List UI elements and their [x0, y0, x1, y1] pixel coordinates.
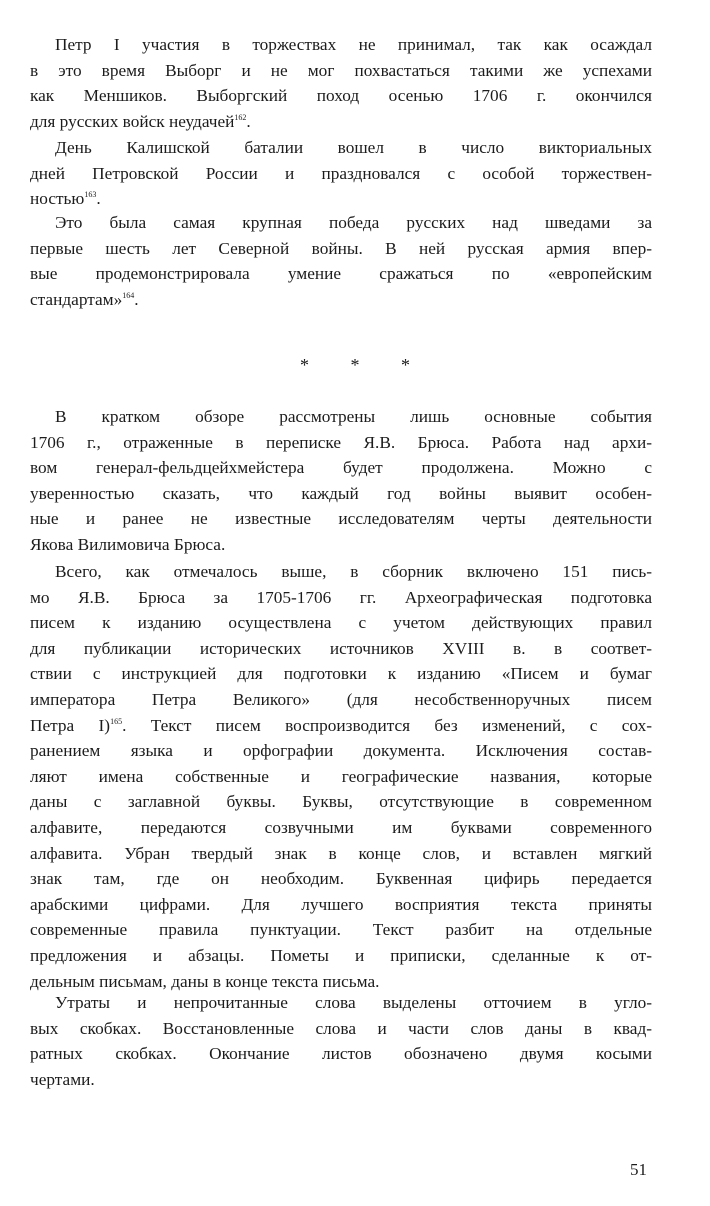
text-fragment: стандартам» — [30, 289, 123, 309]
text-line: в это время Выборг и не мог похвастаться такими же успехами — [30, 60, 652, 80]
text-line: чертами. — [30, 1069, 95, 1089]
text-line: для публикации исторических источников XVIII в. в соответ- — [30, 638, 652, 658]
punctuation: . — [246, 111, 251, 131]
text-line: алфавита. Убран твердый знак в конце слов, и вставлен мягкий — [30, 843, 652, 863]
text-line: писем к изданию осуществлена с учетом действующих правил — [30, 613, 652, 633]
text-line: Это была самая крупная победа русских над шведами за — [55, 213, 652, 232]
footnote-ref: 165 — [110, 716, 123, 726]
paragraph-archaeographic-preparation — [30, 559, 652, 994]
footnote-ref: 164 — [122, 290, 135, 300]
text-line — [30, 186, 652, 212]
punctuation: . — [134, 289, 139, 309]
section-separator — [300, 355, 410, 376]
text-fragment: . Текст писем воспроизводится без изменений, с сох- — [122, 715, 652, 735]
text-line: знак там, где он необходим. Буквенная цифирь передается — [30, 869, 652, 889]
text-line: Якова Вилимовича Брюса. — [30, 534, 226, 554]
text-line: вом генерал-фельдцейхмейстера будет продолжена. Можно с — [30, 458, 652, 478]
text-line: ранением языка и орфографии документа. Исключения состав- — [30, 741, 652, 761]
footnote-ref: 163 — [84, 190, 97, 200]
paragraph-largest-victory — [30, 210, 652, 312]
text-line — [30, 287, 652, 313]
footnote-ref: 162 — [234, 112, 247, 122]
asterisk: * — [350, 355, 360, 375]
paragraph-overview — [30, 404, 652, 558]
text-line — [30, 109, 652, 135]
text-line: Петр I участия в торжествах не принимал, так как осаждал — [55, 35, 652, 54]
text-line: уверенностью сказать, что каждый год войны выявит особен- — [30, 483, 652, 503]
text-line: дней Петровской России и праздновался с особой торжествен- — [30, 163, 652, 183]
paragraph-kalisz-battle — [30, 135, 652, 212]
text-line — [30, 713, 652, 739]
asterisk: * — [300, 355, 309, 375]
text-line: ные и ранее не известные исследователям черты деятельности — [30, 509, 652, 529]
text-line: предложения и абзацы. Пометы и приписки, сделанные к от- — [30, 945, 652, 965]
paragraph-losses-notation — [30, 990, 652, 1092]
asterisk: * — [401, 355, 410, 375]
text-line: Утраты и непрочитанные слова выделены отточием в угло- — [55, 993, 652, 1012]
text-line: 1706 г., отраженные в переписке Я.В. Брюса. Работа над архи- — [30, 432, 652, 452]
text-line: вые продемонстрировала умение сражаться по «европейским — [30, 264, 652, 284]
text-fragment: ностью — [30, 189, 85, 209]
page-number: 51 — [630, 1160, 647, 1179]
text-line: как Меншиков. Выборгский поход осенью 1706 г. окончился — [30, 86, 652, 106]
text-line: первые шесть лет Северной войны. В ней русская армия впер- — [30, 238, 652, 258]
text-line: День Калишской баталии вошел в число викториальных — [55, 138, 652, 157]
text-fragment: для русских войск неудачей — [30, 111, 235, 131]
text-line: ствии с инструкцией для подготовки к изданию «Писем и бумаг — [30, 664, 652, 684]
paragraph-peter-vyborg — [30, 32, 652, 134]
text-line: мо Я.В. Брюса за 1705-1706 гг. Археографическая подготовка — [30, 587, 652, 607]
text-line: Всего, как отмечалось выше, в сборник включено 151 пись- — [55, 562, 652, 581]
text-line: арабскими цифрами. Для лучшего восприятия текста приняты — [30, 894, 652, 914]
text-line: современные правила пунктуации. Текст разбит на отдельные — [30, 920, 652, 940]
text-line: императора Петра Великого» (для несобственноручных писем — [30, 689, 652, 709]
text-fragment: Петра I) — [30, 715, 111, 735]
text-line: вых скобках. Восстановленные слова и части слов даны в квад- — [30, 1018, 652, 1038]
text-line: алфавите, передаются созвучными им буквами современного — [30, 817, 652, 837]
text-line: ратных скобках. Окончание листов обозначено двумя косыми — [30, 1044, 652, 1064]
text-line: даны с заглавной буквы. Буквы, отсутствующие в современном — [30, 792, 652, 812]
punctuation: . — [96, 189, 101, 209]
text-line: В кратком обзоре рассмотрены лишь основные события — [55, 407, 652, 426]
text-line: дельным письмам, даны в конце текста письма. — [30, 971, 380, 991]
text-line: ляют имена собственные и географические названия, которые — [30, 766, 652, 786]
